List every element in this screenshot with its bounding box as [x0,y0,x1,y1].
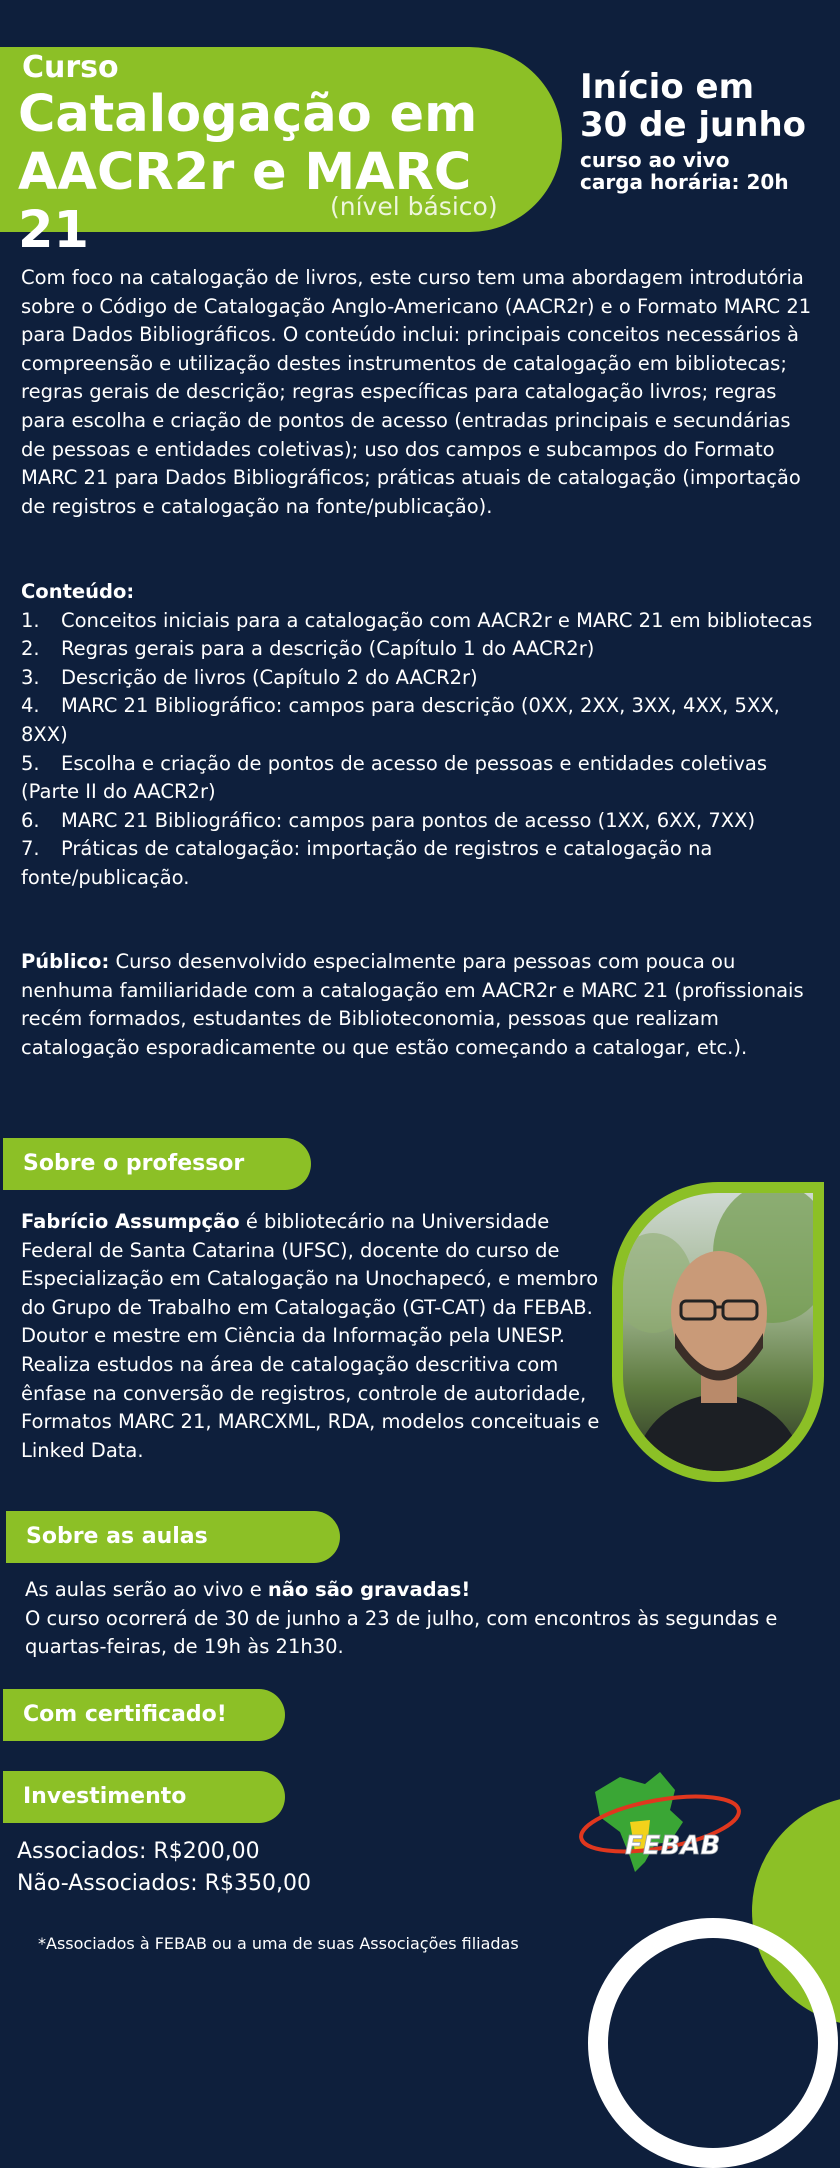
audience-label: Público: [21,950,110,973]
audience-text: Curso desenvolvido especialmente para pessoas com pouca ou nenhuma familiaridade com a catalogação em AACR2r e MARC 21 (profissionais recém formados, estudantes de Biblioteconomia, pessoas que realizam catalogação esporadicamente ou que estão começando a catalogar, etc.). [21,950,804,1059]
course-title-line1: Catalogação em [18,85,478,144]
professor-photo [623,1193,813,1471]
content-item: 6. MARC 21 Bibliográfico: campos para pontos de acesso (1XX, 6XX, 7XX) [21,808,756,832]
start-line1: Início em [580,67,755,107]
course-workload: carga horária: 20h [580,170,789,194]
certificate-badge: Com certificado! [3,1689,285,1741]
prices [17,1836,311,1900]
audience-paragraph [21,948,821,1062]
classes-line1: As aulas serão ao vivo e não são gravadas! [25,1578,471,1601]
content-item: 5. Escolha e criação de pontos de acesso de pessoas e entidades coletivas (Parte II do AACR2r) [21,751,767,804]
content-item: 2. Regras gerais para a descrição (Capítulo 1 do AACR2r) [21,637,595,661]
course-title-line2: AACR2r e MARC 21 [18,143,472,260]
investment-heading: Investimento [3,1771,285,1823]
febab-logo-text: FEBAB [625,1831,721,1861]
start-date [580,68,830,144]
price-non-members: Não-Associados: R$350,00 [17,1871,311,1896]
febab-logo-icon [575,1762,760,1882]
professor-bio-text: é bibliotecário na Universidade Federal de Santa Catarina (UFSC), docente do curso de Especialização em Catalogação na Unochapecó, e membro do Grupo de Trabalho em Catalogação (GT-CAT) da FEBAB. Doutor e mestre em Ciência da Informação pela UNESP. Realiza estudos na área de catalogação descritiva com ênfase na conversão de registros, controle de autoridade, Formatos MARC 21, MARCXML, RDA, modelos conceituais e Linked Data. [21,1210,600,1462]
content-item: 1. Conceitos iniciais para a catalogação com AACR2r e MARC 21 em bibliotecas [21,608,813,632]
decorative-ring [588,1918,838,2168]
intro-paragraph: Com foco na catalogação de livros, este curso tem uma abordagem introdutória sobre o Código de Catalogação Anglo-Americano (AACR2r) e o Formato MARC 21 para Dados Bibliográficos. O conteúdo inclui: principais conceitos necessários à compreensão e utilização destes instrumentos de catalogação em bibliotecas; regras gerais de descrição; regras específicas para catalogação livros; regras para escolha e criação de pontos de acesso (entradas principais e secundárias de pessoas e entidades coletivas); uso dos campos e subcampos do Formato MARC 21 para Dados Bibliográficos; práticas atuais de catalogação (importação de registros e catalogação na fonte/publicação). [21,266,812,518]
course-level: (nível básico) [330,192,498,221]
content-item: 7. Práticas de catalogação: importação de registros e catalogação na fonte/publicação. [21,837,713,889]
classes-line2: O curso ocorrerá de 30 de junho a 23 de julho, com encontros às segundas e quartas-feiras, de 19h às 21h30. [25,1606,778,1659]
course-title [18,86,558,260]
content-section [21,578,821,893]
course-mode: curso ao vivo [580,148,730,172]
professor-portrait-icon [623,1193,813,1471]
price-members: Associados: R$200,00 [17,1839,260,1864]
footnote: *Associados à FEBAB ou a uma de suas Associações filiadas [38,1934,519,1953]
content-item: 4. MARC 21 Bibliográfico: campos para descrição (0XX, 2XX, 3XX, 4XX, 5XX, 8XX) [21,694,780,746]
febab-logo [575,1762,760,1882]
classes-heading: Sobre as aulas [6,1511,340,1563]
professor-name: Fabrício Assumpção [21,1210,240,1233]
content-item: 3. Descrição de livros (Capítulo 2 do AACR2r) [21,665,478,689]
classes-not-recorded: não são gravadas! [267,1578,471,1601]
professor-bio [21,1208,611,1465]
classes-text [25,1576,815,1662]
course-label: Curso [22,50,119,85]
content-heading: Conteúdo: [21,580,135,603]
start-line2: 30 de junho [580,105,807,145]
professor-heading: Sobre o professor [3,1138,311,1190]
professor-photo-frame [612,1182,824,1482]
